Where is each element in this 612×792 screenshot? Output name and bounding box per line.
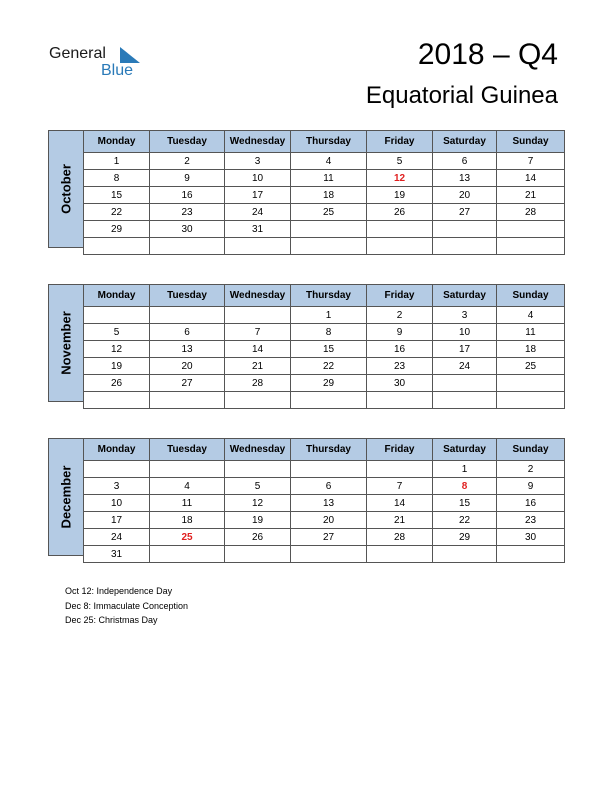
weekday-header-row bbox=[84, 439, 565, 461]
day-cell: 26 bbox=[84, 375, 150, 392]
day-cell: 29 bbox=[84, 221, 150, 238]
day-cell: 19 bbox=[84, 358, 150, 375]
weekday-header: Saturday bbox=[433, 285, 497, 307]
day-cell: 10 bbox=[225, 170, 291, 187]
week-row bbox=[84, 546, 565, 563]
weekday-header: Thursday bbox=[291, 439, 367, 461]
day-cell bbox=[433, 546, 497, 563]
weekday-header: Tuesday bbox=[150, 285, 225, 307]
month-label bbox=[48, 284, 83, 402]
day-cell: 1 bbox=[291, 307, 367, 324]
day-cell bbox=[291, 546, 367, 563]
weekday-header: Friday bbox=[367, 439, 433, 461]
weekday-header: Sunday bbox=[497, 439, 565, 461]
weekday-header: Wednesday bbox=[225, 131, 291, 153]
day-cell bbox=[497, 392, 565, 409]
day-cell: 29 bbox=[291, 375, 367, 392]
day-cell bbox=[433, 392, 497, 409]
day-cell: 11 bbox=[497, 324, 565, 341]
day-cell: 17 bbox=[84, 512, 150, 529]
day-cell bbox=[84, 392, 150, 409]
day-cell: 21 bbox=[367, 512, 433, 529]
week-row bbox=[84, 461, 565, 478]
day-cell: 27 bbox=[291, 529, 367, 546]
month-name: November bbox=[58, 311, 74, 375]
day-cell: 1 bbox=[433, 461, 497, 478]
day-cell: 16 bbox=[367, 341, 433, 358]
day-cell: 26 bbox=[225, 529, 291, 546]
day-cell bbox=[497, 375, 565, 392]
page-title: 2018 – Q4 bbox=[417, 38, 558, 71]
day-cell: 16 bbox=[497, 495, 565, 512]
day-cell: 2 bbox=[150, 153, 225, 170]
weekday-header: Thursday bbox=[291, 131, 367, 153]
day-cell: 22 bbox=[433, 512, 497, 529]
day-cell: 4 bbox=[291, 153, 367, 170]
weekday-header: Wednesday bbox=[225, 285, 291, 307]
day-cell: 25 bbox=[497, 358, 565, 375]
day-cell: 1 bbox=[84, 153, 150, 170]
day-cell: 12 bbox=[225, 495, 291, 512]
weekday-header: Tuesday bbox=[150, 439, 225, 461]
month-name: October bbox=[58, 164, 74, 214]
day-cell: 15 bbox=[433, 495, 497, 512]
day-cell: 31 bbox=[225, 221, 291, 238]
day-cell: 2 bbox=[367, 307, 433, 324]
country-name: Equatorial Guinea bbox=[365, 82, 558, 109]
day-cell: 31 bbox=[84, 546, 150, 563]
day-cell: 9 bbox=[497, 478, 565, 495]
day-cell: 12 bbox=[367, 170, 433, 187]
day-cell: 8 bbox=[291, 324, 367, 341]
day-cell: 20 bbox=[433, 187, 497, 204]
logo-general-text: General bbox=[49, 45, 106, 62]
week-row bbox=[84, 153, 565, 170]
day-cell: 11 bbox=[291, 170, 367, 187]
weekday-header: Wednesday bbox=[225, 439, 291, 461]
day-cell bbox=[84, 238, 150, 255]
day-cell: 4 bbox=[497, 307, 565, 324]
day-cell bbox=[84, 461, 150, 478]
week-row bbox=[84, 358, 565, 375]
day-cell: 20 bbox=[291, 512, 367, 529]
week-row bbox=[84, 170, 565, 187]
day-cell: 18 bbox=[291, 187, 367, 204]
day-cell: 9 bbox=[150, 170, 225, 187]
day-cell bbox=[291, 392, 367, 409]
day-cell: 10 bbox=[433, 324, 497, 341]
day-cell bbox=[497, 238, 565, 255]
month-table bbox=[83, 284, 565, 409]
weekday-header: Monday bbox=[84, 131, 150, 153]
day-cell: 17 bbox=[433, 341, 497, 358]
day-cell: 30 bbox=[150, 221, 225, 238]
weekday-header: Monday bbox=[84, 285, 150, 307]
day-cell: 27 bbox=[433, 204, 497, 221]
holiday-notes bbox=[65, 584, 188, 628]
day-cell: 20 bbox=[150, 358, 225, 375]
day-cell: 23 bbox=[150, 204, 225, 221]
day-cell: 27 bbox=[150, 375, 225, 392]
day-cell: 10 bbox=[84, 495, 150, 512]
day-cell: 28 bbox=[367, 529, 433, 546]
day-cell: 9 bbox=[367, 324, 433, 341]
day-cell bbox=[367, 392, 433, 409]
month-label bbox=[48, 438, 83, 556]
day-cell: 16 bbox=[150, 187, 225, 204]
week-row bbox=[84, 341, 565, 358]
month-table bbox=[83, 438, 565, 563]
day-cell: 15 bbox=[84, 187, 150, 204]
day-cell: 29 bbox=[433, 529, 497, 546]
weekday-header: Monday bbox=[84, 439, 150, 461]
day-cell bbox=[150, 546, 225, 563]
day-cell: 13 bbox=[291, 495, 367, 512]
week-row bbox=[84, 307, 565, 324]
day-cell: 5 bbox=[225, 478, 291, 495]
day-cell: 25 bbox=[291, 204, 367, 221]
day-cell: 14 bbox=[367, 495, 433, 512]
day-cell bbox=[150, 307, 225, 324]
day-cell: 23 bbox=[367, 358, 433, 375]
logo bbox=[49, 45, 149, 85]
weekday-header: Thursday bbox=[291, 285, 367, 307]
week-row bbox=[84, 512, 565, 529]
holiday-note: Dec 8: Immaculate Conception bbox=[65, 600, 189, 611]
day-cell bbox=[497, 546, 565, 563]
day-cell: 7 bbox=[367, 478, 433, 495]
day-cell: 2 bbox=[497, 461, 565, 478]
day-cell: 13 bbox=[433, 170, 497, 187]
weekday-header: Friday bbox=[367, 285, 433, 307]
day-cell bbox=[150, 238, 225, 255]
day-cell: 7 bbox=[225, 324, 291, 341]
day-cell bbox=[433, 238, 497, 255]
week-row bbox=[84, 392, 565, 409]
day-cell bbox=[497, 221, 565, 238]
day-cell bbox=[225, 238, 291, 255]
holiday-note: Dec 25: Christmas Day bbox=[65, 615, 158, 625]
weekday-header: Tuesday bbox=[150, 131, 225, 153]
day-cell: 17 bbox=[225, 187, 291, 204]
day-cell: 12 bbox=[84, 341, 150, 358]
day-cell: 15 bbox=[291, 341, 367, 358]
day-cell: 21 bbox=[497, 187, 565, 204]
day-cell: 14 bbox=[225, 341, 291, 358]
day-cell: 25 bbox=[150, 529, 225, 546]
weekday-header: Sunday bbox=[497, 131, 565, 153]
week-row bbox=[84, 478, 565, 495]
day-cell: 3 bbox=[433, 307, 497, 324]
day-cell bbox=[150, 461, 225, 478]
day-cell: 11 bbox=[150, 495, 225, 512]
day-cell: 22 bbox=[291, 358, 367, 375]
week-row bbox=[84, 529, 565, 546]
day-cell: 3 bbox=[225, 153, 291, 170]
day-cell: 4 bbox=[150, 478, 225, 495]
day-cell bbox=[225, 392, 291, 409]
day-cell: 24 bbox=[225, 204, 291, 221]
day-cell bbox=[433, 221, 497, 238]
day-cell bbox=[433, 375, 497, 392]
day-cell: 19 bbox=[225, 512, 291, 529]
day-cell bbox=[225, 461, 291, 478]
day-cell: 18 bbox=[497, 341, 565, 358]
month-name: December bbox=[58, 465, 74, 529]
holiday-note: Oct 12: Independence Day bbox=[65, 586, 173, 596]
day-cell: 22 bbox=[84, 204, 150, 221]
day-cell: 26 bbox=[367, 204, 433, 221]
day-cell: 6 bbox=[433, 153, 497, 170]
day-cell bbox=[367, 546, 433, 563]
day-cell: 3 bbox=[84, 478, 150, 495]
day-cell: 19 bbox=[367, 187, 433, 204]
day-cell: 24 bbox=[433, 358, 497, 375]
weekday-header-row bbox=[84, 285, 565, 307]
day-cell: 7 bbox=[497, 153, 565, 170]
weekday-header-row bbox=[84, 131, 565, 153]
day-cell: 5 bbox=[367, 153, 433, 170]
day-cell: 13 bbox=[150, 341, 225, 358]
day-cell bbox=[367, 221, 433, 238]
day-cell: 21 bbox=[225, 358, 291, 375]
day-cell bbox=[84, 307, 150, 324]
week-row bbox=[84, 495, 565, 512]
day-cell: 24 bbox=[84, 529, 150, 546]
day-cell bbox=[291, 461, 367, 478]
weekday-header: Saturday bbox=[433, 131, 497, 153]
day-cell: 6 bbox=[291, 478, 367, 495]
month-label bbox=[48, 130, 83, 248]
day-cell: 5 bbox=[84, 324, 150, 341]
day-cell: 8 bbox=[433, 478, 497, 495]
day-cell bbox=[367, 461, 433, 478]
day-cell bbox=[367, 238, 433, 255]
week-row bbox=[84, 204, 565, 221]
week-row bbox=[84, 221, 565, 238]
month-table bbox=[83, 130, 565, 255]
day-cell: 8 bbox=[84, 170, 150, 187]
day-cell bbox=[150, 392, 225, 409]
weekday-header: Saturday bbox=[433, 439, 497, 461]
logo-blue-text: Blue bbox=[101, 62, 134, 79]
day-cell: 6 bbox=[150, 324, 225, 341]
weekday-header: Friday bbox=[367, 131, 433, 153]
day-cell: 18 bbox=[150, 512, 225, 529]
day-cell: 23 bbox=[497, 512, 565, 529]
day-cell: 30 bbox=[367, 375, 433, 392]
day-cell bbox=[291, 221, 367, 238]
week-row bbox=[84, 187, 565, 204]
day-cell: 30 bbox=[497, 529, 565, 546]
week-row bbox=[84, 375, 565, 392]
week-row bbox=[84, 238, 565, 255]
week-row bbox=[84, 324, 565, 341]
day-cell: 28 bbox=[497, 204, 565, 221]
day-cell: 14 bbox=[497, 170, 565, 187]
day-cell: 28 bbox=[225, 375, 291, 392]
day-cell bbox=[225, 307, 291, 324]
weekday-header: Sunday bbox=[497, 285, 565, 307]
day-cell bbox=[291, 238, 367, 255]
day-cell bbox=[225, 546, 291, 563]
